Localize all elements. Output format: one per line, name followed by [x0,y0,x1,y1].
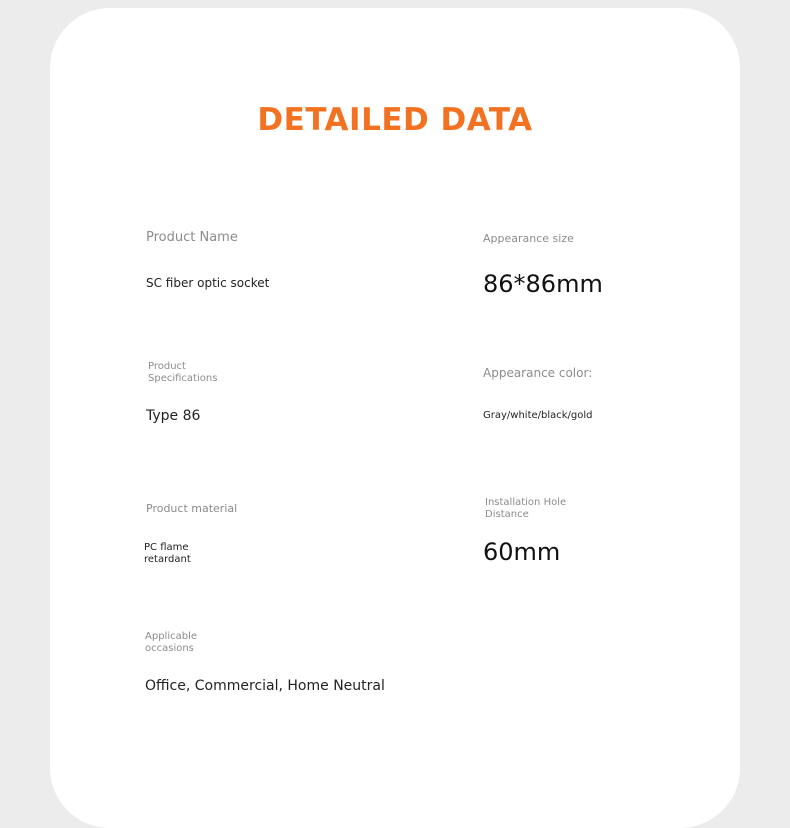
product-name-value: SC fiber optic socket [146,276,270,290]
installation-hole-distance-label: Installation Hole Distance [485,497,567,520]
product-material-value: PC flame retardant [144,542,191,565]
appearance-size-label: Appearance size [483,232,574,245]
product-specifications-label: Product Specifications [148,361,218,384]
page-title: DETAILED DATA [257,102,533,138]
product-specifications-value: Type 86 [146,408,201,424]
installation-hole-distance-value: 60mm [483,538,561,566]
product-name-label: Product Name [146,230,238,245]
applicable-occasions-value: Office, Commercial, Home Neutral [145,678,385,694]
appearance-color-label: Appearance color: [483,366,593,380]
applicable-occasions-label: Applicable occasions [145,631,197,654]
product-material-label: Product material [146,502,238,515]
appearance-size-value: 86*86mm [483,270,603,298]
appearance-color-value: Gray/white/black/gold [483,410,593,421]
